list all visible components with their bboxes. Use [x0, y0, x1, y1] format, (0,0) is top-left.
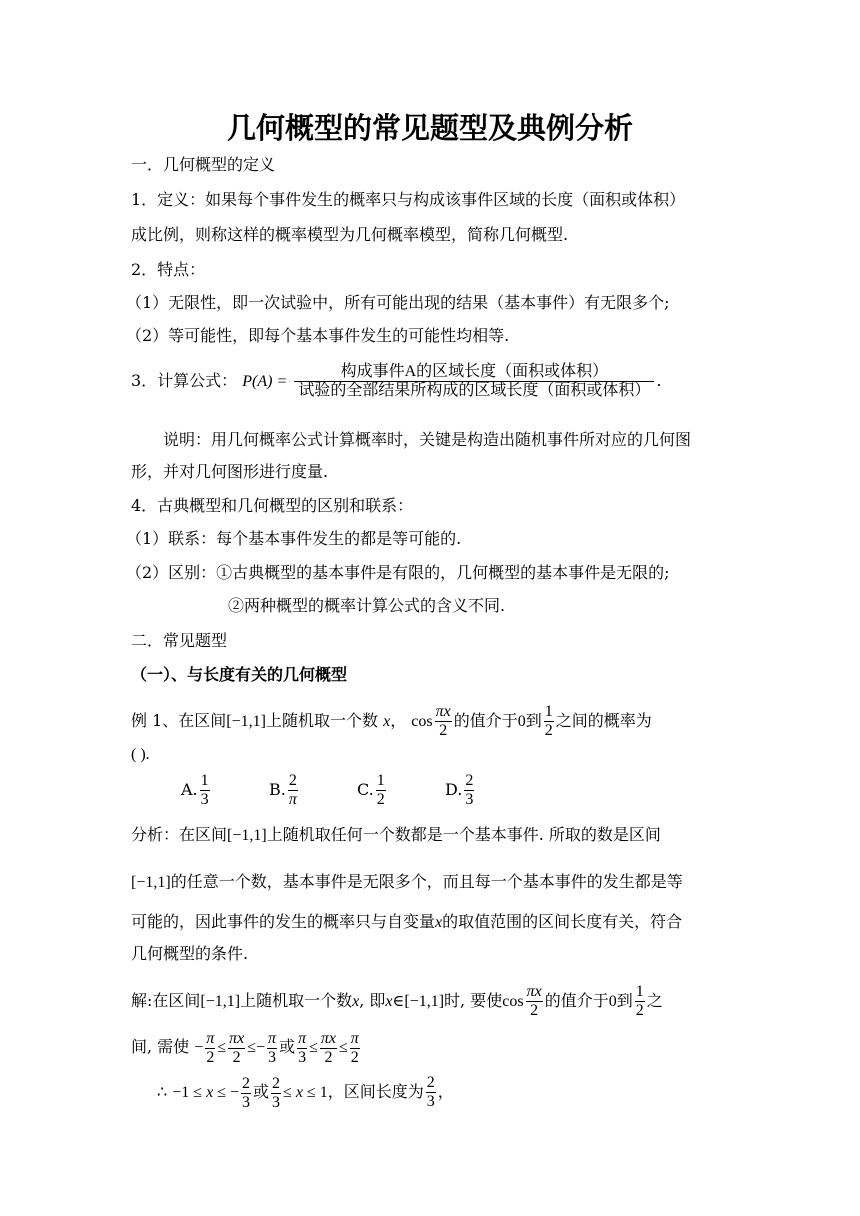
ex1-frac-den: 2	[439, 722, 448, 739]
features-heading: 2．特点：	[131, 260, 206, 279]
example1-question	[131, 703, 652, 740]
solution-text-1f: 到	[616, 991, 633, 1010]
analysis-line-4: 几何概型的条件.	[131, 944, 249, 963]
solution-text-3b: ，区间长度为	[327, 1082, 424, 1101]
ex1-text-4: 到	[525, 711, 542, 730]
option-a[interactable]	[181, 772, 269, 809]
solution-line-1	[131, 983, 663, 1020]
ex1-zero: 0	[517, 713, 526, 730]
solution-frac-den: 2	[530, 1002, 539, 1019]
option-d-den: 3	[465, 791, 474, 808]
analysis-interval-2: [−1,1]	[131, 874, 171, 891]
solution-frac-num: πx	[526, 983, 542, 1000]
solution-in: ∈	[392, 993, 405, 1010]
solution-therefore: ∴	[157, 1082, 168, 1101]
ineq-3: −1 ≤ x ≤ − $\frac{2}{3}$	[172, 1074, 251, 1111]
feature-1: （1）无限性，即一次试验中，所有可能出现的结果（基本事件）有无限多个;	[126, 293, 670, 312]
solution-interval-2: [−1,1]	[404, 993, 445, 1010]
solution-half-den: 2	[635, 1002, 644, 1019]
ex1-half-num: 1	[544, 703, 553, 720]
ex1-comma: ，	[390, 711, 407, 730]
ex1-var-x: x	[383, 713, 391, 730]
analysis-text-2b: 的任意一个数，基本事件是无限多个，而且每一个基本事件的发生都是等	[170, 872, 683, 891]
option-b-num: 2	[288, 772, 297, 789]
solution-text-1g: 之	[646, 991, 663, 1010]
option-b-fraction	[288, 772, 298, 809]
analysis-line-1	[131, 825, 661, 846]
ex1-fraction-pix	[435, 703, 452, 740]
compare-2: （2）区别：①古典概型的基本事件是有限的，几何概型的基本事件是无限的;	[126, 563, 670, 582]
compare-heading: 4．古典概型和几何概型的区别和联系：	[131, 496, 414, 515]
solution-half-num: 1	[635, 983, 644, 1000]
definition-line-1: 1．定义：如果每个事件发生的概率只与构成该事件区域的长度（面积或体积）	[131, 190, 686, 209]
formula-label: 3．计算公式：	[131, 371, 238, 390]
formula-line	[131, 363, 661, 400]
analysis-line-3	[131, 912, 682, 933]
solution-fraction-pix	[526, 983, 543, 1020]
ex1-text-1: 例 1、在区间	[131, 711, 227, 730]
ex1-frac-num: πx	[435, 703, 451, 720]
analysis-interval-1: [−1,1]	[227, 827, 267, 844]
page-title: 几何概型的常见题型及典例分析	[226, 111, 633, 145]
ex1-text-2: 上随机取一个数	[265, 711, 378, 730]
formula-fraction	[294, 363, 654, 400]
option-c-fraction	[376, 772, 386, 809]
solution-text-1a: 解:在区间	[131, 991, 201, 1010]
option-d-fraction	[464, 772, 474, 809]
solution-zero: 0	[608, 993, 617, 1010]
solution-var-x-1: x	[352, 993, 360, 1010]
solution-text-2a: 间, 需使	[131, 1037, 190, 1057]
formula-numerator: 构成事件A的区域长度（面积或体积）	[294, 363, 654, 382]
formula-lhs: P(A) =	[242, 373, 288, 390]
ex1-fraction-half	[544, 703, 554, 740]
option-c-label: C.	[357, 780, 374, 799]
option-b[interactable]	[269, 772, 357, 809]
analysis-text-1b: 上随机取任何一个数都是一个基本事件. 所取的数是区间	[266, 825, 661, 844]
solution-line-3	[157, 1074, 454, 1112]
analysis-text-3b: 的取值范围的区间长度有关，符合	[442, 912, 683, 931]
solution-text-1c: , 即	[359, 991, 386, 1010]
example1-options	[181, 772, 533, 809]
solution-cos: cos	[502, 993, 524, 1010]
formula-end: .	[656, 371, 662, 390]
option-a-label: A.	[181, 780, 198, 799]
option-c-den: 2	[376, 791, 385, 808]
section1-heading: 一．几何概型的定义	[131, 155, 276, 174]
compare-3: ②两种概型的概率计算公式的含义不同.	[228, 596, 506, 615]
ex1-interval: [−1,1]	[226, 713, 266, 730]
solution-text-1d: 时, 要使	[444, 991, 503, 1010]
feature-2: （2）等可能性，即每个基本事件发生的可能性均相等.	[126, 326, 510, 345]
solution-fraction-half	[635, 983, 645, 1020]
option-d-label: D.	[445, 780, 463, 799]
solution-interval-1: [−1,1]	[200, 993, 241, 1010]
option-c[interactable]	[357, 772, 445, 809]
compare-1: （1）联系：每个基本事件发生的都是等可能的.	[126, 529, 462, 548]
note-line-1: 说明：用几何概率公式计算概率时，关键是构造出随机事件所对应的几何图	[163, 430, 692, 449]
ineq-1: − $\frac{\pi}{2}$ ≤ $\frac{\pi x}{2}$ ≤− $\frac{\pi}{3}$	[194, 1030, 277, 1066]
subsection-length: （一）、与长度有关的几何概型	[131, 665, 348, 684]
analysis-var-x: x	[435, 914, 443, 931]
ineq-2: $\frac{\pi}{3}$ ≤ $\frac{\pi x}{2}$ ≤ $\frac{\pi}{2}$	[298, 1030, 359, 1066]
analysis-line-2	[131, 872, 683, 893]
definition-line-2: 成比例，则称这样的概率模型为几何概率模型，简称几何概型.	[131, 225, 569, 244]
section2-heading: 二．常见题型	[131, 631, 228, 650]
option-c-num: 1	[376, 772, 385, 789]
example1-answer-paren: ( ).	[131, 746, 150, 763]
option-d[interactable]	[445, 772, 533, 809]
solution-or-2: 或	[253, 1082, 270, 1101]
solution-text-1e: 的值介于	[544, 991, 609, 1010]
option-a-num: 1	[200, 772, 209, 789]
solution-text-3c: ，	[437, 1082, 454, 1101]
option-b-den: π	[288, 791, 297, 808]
solution-var-x-2: x	[385, 993, 393, 1010]
option-d-num: 2	[465, 772, 474, 789]
ex1-text-3: 的值介于	[453, 711, 518, 730]
ineq-4: $\frac{2}{3}$ ≤ x ≤ 1	[272, 1074, 328, 1111]
option-b-label: B.	[269, 780, 286, 799]
solution-or-1: 或	[279, 1037, 296, 1057]
solution-text-1b: 上随机取一个数	[240, 991, 353, 1010]
option-a-fraction	[200, 772, 210, 809]
analysis-text-1a: 分析：在区间	[131, 825, 228, 844]
note-line-2: 形，并对几何图形进行度量.	[131, 462, 329, 481]
ex1-text-5: 之间的概率为	[555, 711, 652, 730]
ex1-cos: cos	[411, 713, 433, 730]
solution-line-2	[131, 1030, 362, 1067]
formula-denominator: 试验的全部结果所构成的区域长度（面积或体积）	[298, 382, 651, 399]
solution-length-fraction: $\frac{2}{3}$	[426, 1074, 435, 1110]
ex1-half-den: 2	[544, 722, 553, 739]
analysis-text-3a: 可能的，因此事件的发生的概率只与自变量	[131, 912, 436, 931]
option-a-den: 3	[200, 791, 209, 808]
